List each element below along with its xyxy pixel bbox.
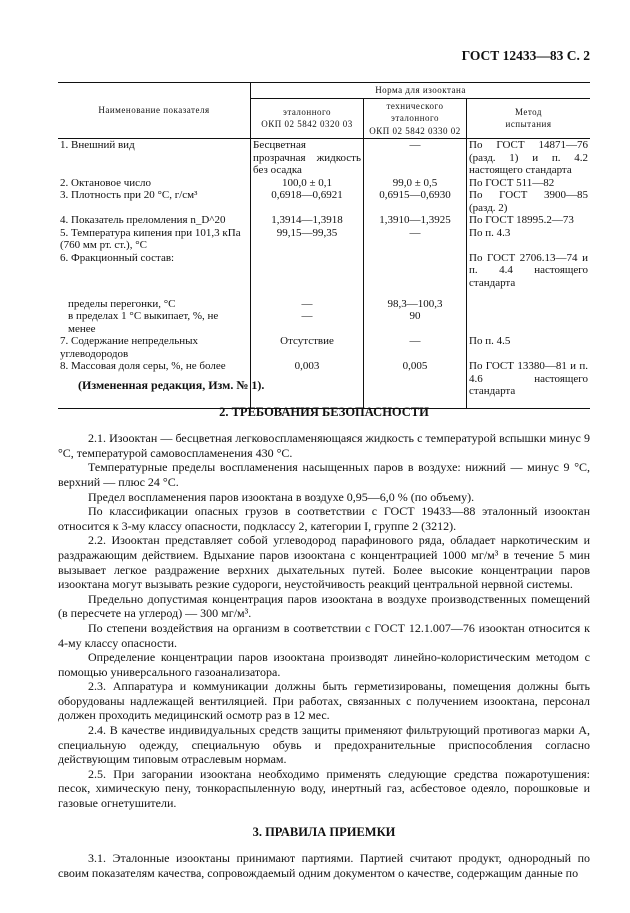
col-method-header: Метод испытания bbox=[467, 98, 591, 139]
col-name-header: Наименование показателя bbox=[58, 83, 251, 139]
cell-method bbox=[467, 298, 591, 311]
page-header: ГОСТ 12433—83 С. 2 bbox=[461, 48, 590, 63]
paragraph: Определение концентрации паров изооктана производят линейно-колористическим методом с помощью универсального газоанализатора. bbox=[58, 650, 590, 679]
cell-etalon: 100,0 ± 0,1 bbox=[251, 177, 364, 190]
cell-etalon: — bbox=[251, 310, 364, 335]
cell-method: По п. 4.5 bbox=[467, 335, 591, 360]
paragraph: По классификации опасных грузов в соответствии с ГОСТ 19433—88 эталонный изооктан относится к 3-му классу опасности, подклассу 2, категории I, группе 2 (3212). bbox=[58, 504, 590, 533]
table-row bbox=[58, 310, 590, 335]
section-2-text bbox=[58, 431, 590, 810]
table-row bbox=[58, 139, 590, 177]
cell-name: 3. Плотность при 20 °С, г/см³ bbox=[60, 189, 198, 201]
section-3-text bbox=[58, 851, 590, 880]
cell-tech: 1,3910—1,3925 bbox=[364, 214, 467, 227]
cell-method: По ГОСТ 2706.13—74 и п. 4.4 настоящего стандарта bbox=[467, 252, 591, 298]
cell-method: По ГОСТ 18995.2—73 bbox=[467, 214, 591, 227]
cell-name: 2. Октановое число bbox=[60, 176, 152, 189]
cell-method: По ГОСТ 511—82 bbox=[467, 177, 591, 190]
col-tech-header: технического эталонного ОКП 02 5842 0330 02 bbox=[364, 98, 467, 139]
cell-etalon: 99,15—99,35 bbox=[251, 227, 364, 252]
table-row bbox=[58, 335, 590, 360]
paragraph: Предел воспламенения паров изооктана в воздухе 0,95—6,0 % (по объему). bbox=[88, 489, 475, 504]
paragraph: 3.1. Эталонные изооктаны принимают партиями. Партией считают продукт, однородный по своим показателям качества, сопровождаемый одним документом о качестве, содержащим данные по bbox=[58, 851, 590, 880]
col-etalon-header: эталонного ОКП 02 5842 0320 03 bbox=[251, 98, 364, 139]
cell-tech: — bbox=[364, 335, 467, 360]
cell-name: 7. Содержание непредельных углеводородов bbox=[60, 335, 199, 360]
cell-etalon: 0,003 bbox=[251, 360, 364, 408]
cell-etalon: Бесцветная прозрачная жидкость без осадка bbox=[251, 139, 364, 177]
cell-tech: 99,0 ± 0,5 bbox=[364, 177, 467, 190]
cell-name: 8. Массовая доля серы, %, не более bbox=[58, 360, 251, 408]
cell-method bbox=[467, 310, 591, 335]
cell-method: По ГОСТ 3900—85 (разд. 2) bbox=[467, 189, 591, 214]
table-row bbox=[58, 214, 590, 227]
paragraph: 2.1. Изооктан — бесцветная легковоспламеняющаяся жидкость с температурой вспышки минус 9 °С, температурой самовоспламенения 430 °С. bbox=[58, 431, 590, 460]
cell-tech: 98,3—100,3 bbox=[364, 298, 467, 311]
cell-tech: 0,6915—0,6930 bbox=[364, 189, 467, 214]
paragraph: По степени воздействия на организм в соответствии с ГОСТ 12.1.007—76 изооктан относится к 4-му классу опасности. bbox=[58, 620, 590, 650]
cell-etalon: — bbox=[251, 298, 364, 311]
cell-method: По ГОСТ 13380—81 и п. 4.6 настоящего стандарта bbox=[467, 360, 591, 408]
cell-name: в пределах 1 °С выкипает, %, не менее bbox=[68, 310, 219, 335]
cell-method: По ГОСТ 14871—76 (разд. 1) и п. 4.2 настоящего стандарта bbox=[467, 139, 591, 177]
cell-etalon: Отсутствие bbox=[251, 335, 364, 360]
document-body bbox=[58, 378, 590, 880]
section-2-title: 2. ТРЕБОВАНИЯ БЕЗОПАСНОСТИ bbox=[219, 404, 429, 419]
table-row bbox=[58, 252, 590, 298]
paragraph: 2.4. В качестве индивидуальных средств защиты применяют фильтрующий противогаз марки А, специальную одежду, специальную обувь и предохранительные приспособления согласно действующим типовым отраслевым нормам. bbox=[58, 723, 590, 767]
cell-tech bbox=[364, 252, 467, 298]
paragraph: 2.3. Аппаратура и коммуникации должны быть герметизированы, помещения должны быть оборудованы надлежащей вентиляцией. При работах, связанных с получением изооктана, персонал должен проходить медицинский осмотр раз в 12 мес. bbox=[58, 679, 590, 723]
table-row bbox=[58, 177, 590, 190]
cell-name: 4. Показатель преломления n_D^20 bbox=[60, 214, 226, 226]
cell-tech: 90 bbox=[364, 310, 467, 335]
paragraph: Температурные пределы воспламенения насыщенных паров в воздухе: нижний — минус 9 °С, верхний — плюс 24 °С. bbox=[58, 460, 590, 489]
cell-name: 5. Температура кипения при 101,3 кПа (760 мм рт. ст.), °С bbox=[60, 226, 241, 251]
cell-tech: — bbox=[364, 227, 467, 252]
table-row bbox=[58, 189, 590, 214]
paragraph: 2.5. При загорании изооктана необходимо применять следующие средства пожаротушения: песок, химическую пену, тонкораспыленную воду, инертный газ, асбестовое одеяло, порошковые и газовые огнетушители. bbox=[58, 766, 590, 811]
cell-method: По п. 4.3 bbox=[467, 227, 591, 252]
cell-name: пределы перегонки, °С bbox=[68, 297, 176, 310]
indicators-table bbox=[58, 82, 590, 409]
cell-name: 6. Фракционный состав: bbox=[60, 251, 175, 264]
cell-tech: 0,005 bbox=[364, 360, 467, 408]
col-norm-header: Норма для изооктана bbox=[251, 83, 591, 99]
section-3-title: 3. ПРАВИЛА ПРИЕМКИ bbox=[252, 824, 396, 839]
table-row bbox=[58, 298, 590, 311]
cell-tech: — bbox=[364, 139, 467, 177]
amendment-note: (Измененная редакция, Изм. № 1). bbox=[78, 378, 265, 392]
paragraph: Предельно допустимая концентрация паров изооктана в воздухе производственных помещений (в пересчете на углерод) — 300 мг/м³. bbox=[58, 591, 590, 621]
cell-etalon: 1,3914—1,3918 bbox=[251, 214, 364, 227]
cell-etalon bbox=[251, 252, 364, 298]
cell-name: 1. Внешний вид bbox=[60, 139, 135, 151]
paragraph: 2.2. Изооктан представляет собой углеводород парафинового ряда, обладает наркотическим и раздражающим действием. Вдыхание паров изооктана с концентрацией 1000 мг/м³ в течение 5 мин вызывает легкое раздражение верхних дыхательных путей. Более высокие концентрации паров изооктана могут вызывать резкие судороги, неустойчивость реакций центральной нервной системы. bbox=[58, 533, 590, 592]
cell-etalon: 0,6918—0,6921 bbox=[251, 189, 364, 214]
table-row bbox=[58, 227, 590, 252]
